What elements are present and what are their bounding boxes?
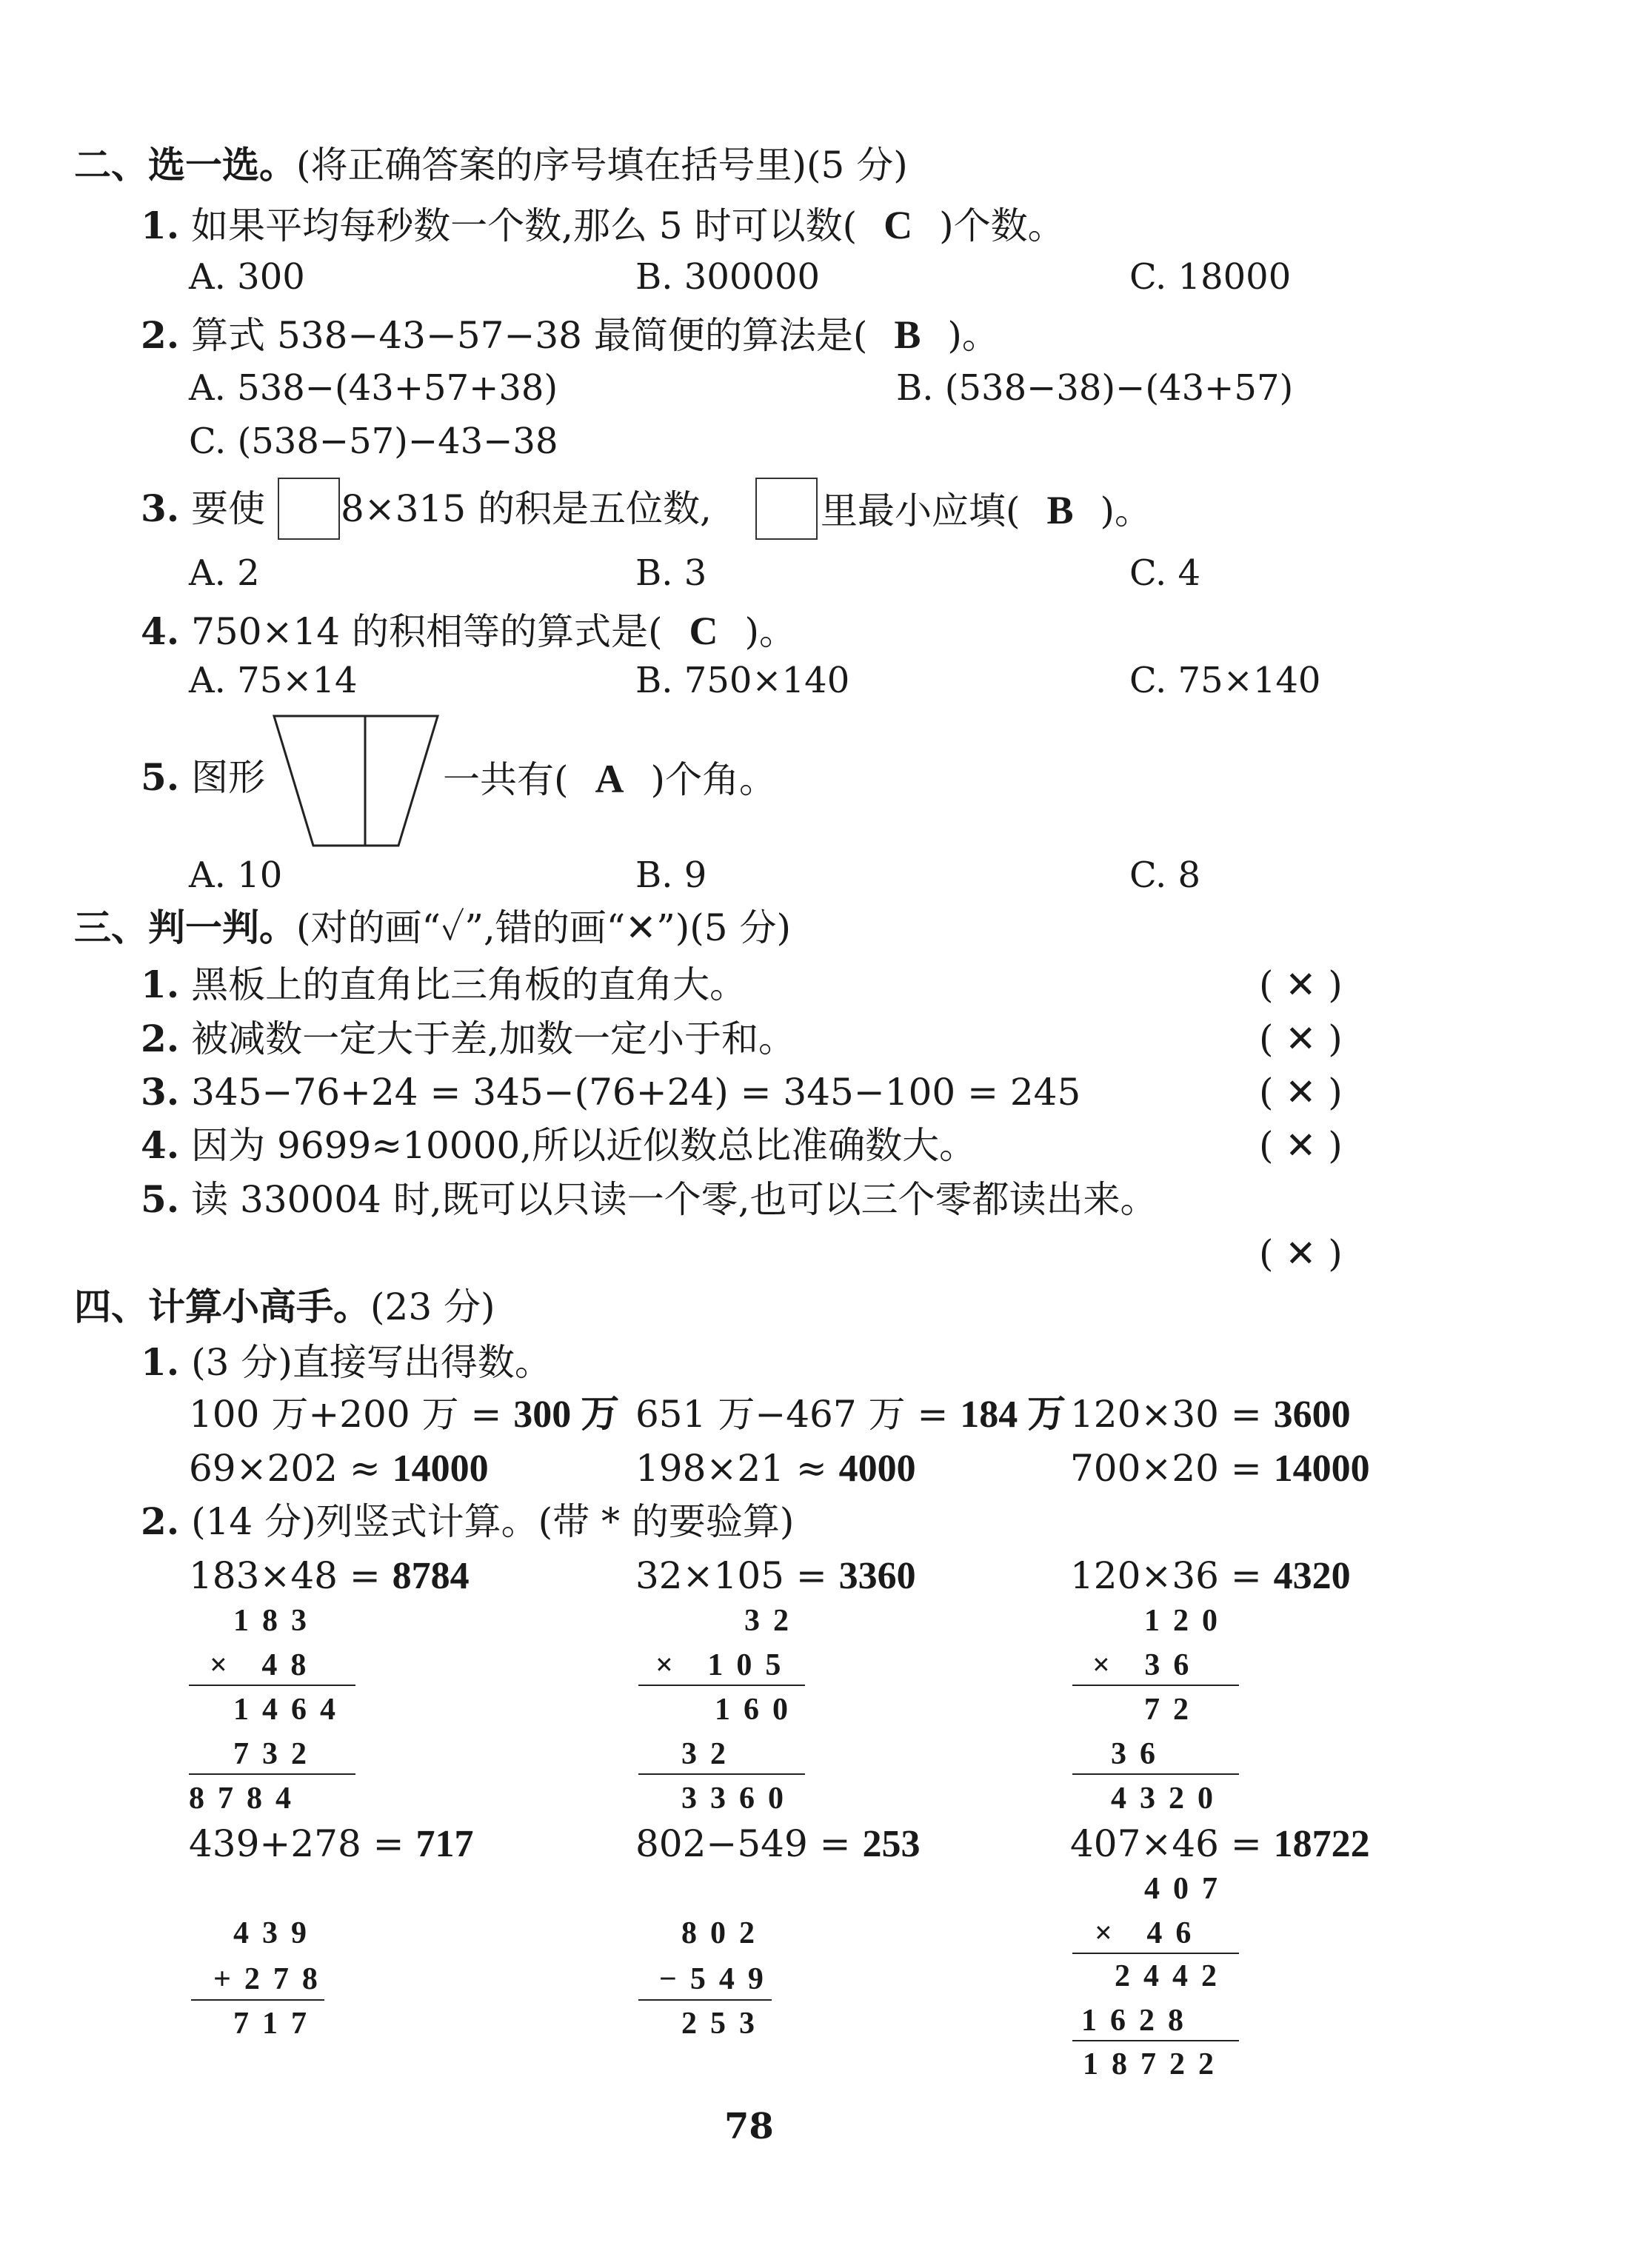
answer: C (689, 609, 718, 653)
judge-item (141, 1017, 796, 1060)
option-a: A. 10 (189, 854, 283, 896)
oral-calc (189, 1393, 620, 1436)
vertical-line: 8784 (189, 1782, 304, 1816)
blank-box (278, 478, 340, 540)
trapezoid-figure (273, 715, 439, 848)
oral-calc (635, 1393, 1066, 1436)
written-calc-expr (1070, 1554, 1351, 1597)
question-text-end: )个角。 (650, 758, 777, 801)
result: 3600 (1273, 1394, 1351, 1436)
result: 184 万 (960, 1394, 1066, 1436)
result: 3360 (838, 1555, 916, 1597)
judge-mark: ( ✕ ) (1259, 1232, 1343, 1275)
expression: 802−549 = (635, 1822, 863, 1865)
option-a: A. 538−(43+57+38) (189, 367, 558, 409)
section-note: (对的画“✓”,错的画“✕”)(5 分) (296, 906, 792, 949)
calc-part-2 (141, 1499, 795, 1543)
result: 4320 (1273, 1555, 1351, 1597)
judge-mark: ( ✕ ) (1259, 963, 1343, 1006)
item-text: 黑板上的直角比三角板的直角大。 (191, 963, 747, 1006)
result: 18722 (1273, 1823, 1370, 1865)
judge-item (141, 1123, 977, 1167)
vertical-line: 802 (681, 1916, 768, 1950)
vertical-line: 1628 (1081, 2004, 1197, 2038)
question-text-end: )。 (744, 610, 796, 653)
option-c: C. (538−57)−43−38 (189, 421, 558, 462)
question-text: 图形 (191, 756, 266, 799)
vertical-rule (189, 1773, 355, 1775)
question-text-end: )。 (1100, 489, 1152, 532)
vertical-line: −549 (659, 1962, 777, 1996)
question-5-end (443, 759, 776, 799)
vertical-rule (191, 1999, 324, 2001)
vertical-rule (1072, 1953, 1239, 1954)
option-a: A. 2 (189, 552, 260, 594)
section-3-heading (74, 906, 792, 949)
question-3 (141, 486, 266, 530)
expression: 439+278 = (189, 1822, 416, 1865)
vertical-rule (638, 1999, 772, 2001)
question-number: 3. (141, 486, 180, 530)
expression: 100 万+200 万 = (189, 1393, 514, 1436)
vertical-line: 36 (1111, 1737, 1169, 1771)
vertical-line: × 46 (1095, 1916, 1205, 1950)
question-5 (141, 755, 266, 799)
vertical-line: 18722 (1083, 2047, 1227, 2081)
item-number: 1. (141, 963, 180, 1006)
option-c: C. 8 (1129, 854, 1201, 896)
vertical-line: 32 (744, 1604, 802, 1638)
written-calc-expr (189, 1822, 474, 1865)
item-number: 3. (141, 1070, 180, 1114)
question-2 (141, 312, 999, 357)
option-b: B. 750×140 (635, 660, 850, 701)
vertical-line: 160 (715, 1693, 801, 1727)
vertical-line: 1464 (233, 1693, 349, 1727)
section-note: (将正确答案的序号填在括号里)(5 分) (296, 144, 908, 187)
answer: A (595, 757, 624, 801)
option-b: B. 3 (635, 552, 707, 594)
vertical-rule (1072, 1685, 1239, 1686)
expression: 69×202 ≈ (189, 1447, 393, 1490)
written-calc-expr (635, 1554, 916, 1597)
oral-calc (635, 1447, 916, 1490)
expression: 183×48 = (189, 1554, 393, 1597)
written-calc-expr (1070, 1822, 1370, 1865)
question-1 (141, 205, 1065, 245)
question-text: 要使 (191, 487, 266, 530)
expression: 407×46 = (1070, 1822, 1274, 1865)
answer: B (1046, 488, 1074, 532)
question-text-end: )个数。 (939, 204, 1065, 247)
item-number: 5. (141, 1177, 180, 1221)
part-text: (3 分)直接写出得数。 (191, 1341, 552, 1384)
judge-mark: ( ✕ ) (1259, 1124, 1343, 1167)
vertical-line: 3360 (681, 1782, 797, 1816)
item-text: 345−76+24 = 345−(76+24) = 345−100 = 245 (191, 1071, 1081, 1114)
answer: B (894, 312, 921, 357)
vertical-line: × 48 (210, 1648, 320, 1682)
vertical-line: +278 (213, 1962, 331, 1996)
expression: 651 万−467 万 = (635, 1393, 961, 1436)
vertical-line: 2442 (1115, 1959, 1230, 1993)
item-number: 4. (141, 1123, 180, 1167)
oral-calc (189, 1447, 489, 1490)
vertical-line: 183 (233, 1604, 320, 1638)
section-4-heading (74, 1285, 495, 1328)
oral-calc (1070, 1447, 1370, 1490)
vertical-line: 717 (233, 2007, 320, 2041)
option-c: C. 18000 (1129, 256, 1292, 298)
judge-item (141, 963, 747, 1006)
vertical-line: 120 (1144, 1604, 1231, 1638)
question-text: 算式 538−43−57−38 最简便的算法是( (191, 314, 868, 357)
result: 717 (415, 1823, 474, 1865)
question-3-end (821, 490, 1152, 530)
option-c: C. 75×140 (1129, 660, 1321, 701)
written-calc-expr (635, 1822, 921, 1865)
result: 300 万 (513, 1394, 620, 1436)
section-note: (23 分) (370, 1285, 495, 1328)
page-number: 78 (724, 2106, 774, 2147)
judge-item (141, 1070, 1081, 1114)
section-2-heading (74, 143, 908, 187)
part-number: 2. (141, 1499, 180, 1543)
option-b: B. 300000 (635, 256, 821, 298)
vertical-line: 407 (1144, 1872, 1231, 1906)
question-3-middle: 8×315 的积是五位数, (341, 487, 712, 530)
vertical-line: 439 (233, 1916, 320, 1950)
judge-mark: ( ✕ ) (1259, 1017, 1343, 1060)
item-number: 2. (141, 1017, 180, 1060)
option-b: B. 9 (635, 854, 707, 896)
question-4 (141, 611, 796, 651)
result: 8784 (392, 1555, 470, 1597)
result: 253 (862, 1823, 921, 1865)
judge-mark: ( ✕ ) (1259, 1071, 1343, 1114)
vertical-line: 32 (681, 1737, 739, 1771)
option-b: B. (538−38)−(43+57) (896, 367, 1294, 409)
question-text: 一共有( (443, 758, 569, 801)
vertical-rule (1072, 2040, 1239, 2041)
oral-calc (1070, 1393, 1351, 1436)
result: 4000 (838, 1448, 916, 1490)
part-text: (14 分)列竖式计算。(带 * 的要验算) (191, 1500, 795, 1543)
expression: 32×105 = (635, 1554, 839, 1597)
question-text: 里最小应填( (821, 489, 1021, 532)
item-text: 读 330004 时,既可以只读一个零,也可以三个零都读出来。 (191, 1178, 1158, 1221)
item-text: 因为 9699≈10000,所以近似数总比准确数大。 (191, 1124, 977, 1167)
vertical-rule (1072, 1773, 1239, 1775)
question-text: 如果平均每秒数一个数,那么 5 时可以数( (191, 204, 858, 247)
expression: 198×21 ≈ (635, 1447, 839, 1490)
vertical-rule (189, 1685, 355, 1686)
vertical-line: 732 (233, 1737, 320, 1771)
section-title: 四、计算小高手。 (74, 1285, 370, 1328)
result: 14000 (392, 1448, 489, 1490)
item-text: 被减数一定大于差,加数一定小于和。 (191, 1017, 796, 1060)
vertical-line: 72 (1144, 1693, 1202, 1727)
vertical-line: 253 (681, 2007, 768, 2041)
question-number: 4. (141, 609, 180, 653)
vertical-rule (638, 1773, 805, 1775)
expression: 120×36 = (1070, 1554, 1274, 1597)
blank-box (755, 478, 818, 540)
section-title: 二、选一选。 (74, 143, 296, 187)
expression: 120×30 = (1070, 1393, 1274, 1436)
question-text: 750×14 的积相等的算式是( (191, 610, 663, 653)
question-number: 2. (141, 313, 180, 357)
part-number: 1. (141, 1340, 180, 1384)
option-a: A. 300 (189, 256, 305, 298)
vertical-line: × 105 (655, 1648, 795, 1682)
option-a: A. 75×14 (189, 660, 358, 701)
written-calc-expr (189, 1554, 470, 1597)
question-number: 5. (141, 755, 180, 799)
calc-part-1 (141, 1340, 552, 1384)
judge-item (141, 1177, 1158, 1221)
answer: C (884, 203, 913, 247)
question-text-end: )。 (947, 314, 999, 357)
expression: 700×20 = (1070, 1447, 1274, 1490)
vertical-rule (638, 1685, 805, 1686)
vertical-line: 4320 (1111, 1782, 1226, 1816)
vertical-line: × 36 (1092, 1648, 1203, 1682)
result: 14000 (1273, 1448, 1370, 1490)
option-c: C. 4 (1129, 552, 1201, 594)
section-title: 三、判一判。 (74, 906, 296, 949)
question-number: 1. (141, 204, 180, 247)
